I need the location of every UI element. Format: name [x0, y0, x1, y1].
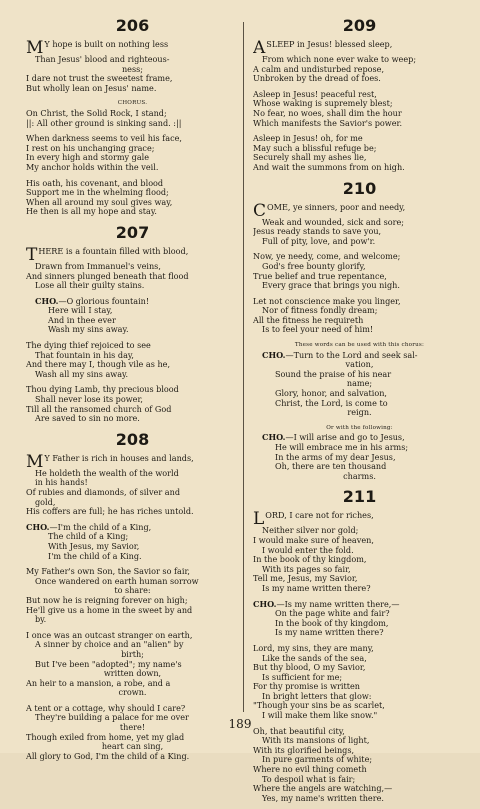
hymn-210-verse-3: Let not conscience make you linger, Nor of fitness fondly dream; All the fitness he requireth Is to feel your need of him!: [253, 296, 401, 335]
left-column: [26, 14, 239, 767]
hymn-210-chorus-2: CHO.—I will arise and go to Jesus, He will embrace me in his arms; In the arms of my dear Jesus, Oh, there are ten thousand charms.: [262, 433, 409, 481]
hymn-208-verse-2: My Father's own Son, the Savior so fair, Once wandered on earth human sorrow to share: But now he is reigning forever on high; He'll give us a home in the sweet by and by.: [26, 567, 199, 625]
hymn-number: 207: [115, 222, 150, 242]
hymn-208-verse-3: I once was an outcast stranger on earth, A sinner by choice and an "alien" by birth; But I've been "adopted"; my name's written down, An heir to a mansion, a robe, and a crown.: [26, 630, 193, 698]
column-divider: [243, 22, 244, 712]
hymn-207-verse-3: Thou dying Lamb, thy precious blood Shall never lose its power, Till all the ransomed church of God Are saved to sin no more.: [26, 385, 179, 424]
hymn-number: 206: [115, 16, 150, 35]
hymn-207-chorus: CHO.—O glorious fountain! Here will I stay, And in thee ever Wash my sins away.: [35, 296, 150, 335]
hymn-number: 208: [115, 429, 150, 449]
hymn-211-verse-1: LORD, I care not for riches, Neither silver nor gold; I would make sure of heaven, I would enter the fold. In the book of thy kingdom, With its pages so fair, Tell me, Jesus, my Savior, Is my name written there?: [253, 511, 374, 593]
hymn-number: 210: [342, 178, 377, 198]
hymn-211-verse-2: Lord, my sins, they are many, Like the sands of the sea, But thy blood, O my Savior, Is sufficient for me; For thy promise is written In bright letters that glow: "Though your sins be as scarlet, I will make them like snow.": [253, 643, 385, 721]
hymn-number: 209: [342, 16, 377, 35]
hymn-210-verse-1: COME, ye sinners, poor and needy, Weak and wounded, sick and sore; Jesus ready stands to save you, Full of pity, love, and pow'r.: [253, 202, 406, 246]
hymn-210-verse-2: Now, ye needy, come, and welcome; God's free bounty glorify, True belief and true repentance, Every grace that brings you nigh.: [253, 252, 401, 291]
hymn-206-verse-2: When darkness seems to veil his face, I rest on his unchanging grace; In every high and stormy gale My anchor holds within the veil.: [26, 134, 182, 172]
chorus-note: These words can be used with this chorus:: [294, 342, 425, 349]
hymn-206-chorus: On Christ, the Solid Rock, I stand; ||: All other ground is sinking sand. :||: [26, 108, 182, 128]
chorus-label: CHORUS.: [117, 100, 148, 107]
hymn-208-verse-1: M Y Father is rich in houses and lands, He holdeth the wealth of the world in his hands! Of rubies and diamonds, of silver and gold, His coffers are full; he has riches untold.: [26, 453, 194, 517]
page-number: 189: [228, 717, 252, 731]
chorus-note: Or with the following:: [326, 424, 393, 431]
drop-cap: L: [253, 511, 265, 527]
hymn-210-chorus-1: CHO.—Turn to the Lord and seek sal- vation, Sound the praise of his near name; Glory, honor, and salvation, Christ, the Lord, is come to reign.: [262, 350, 418, 418]
drop-cap: T: [26, 246, 38, 262]
hymn-208-chorus: CHO.—I'm the child of a King, The child of a King; With Jesus, my Savior, I'm the child of a King.: [26, 522, 152, 561]
hymn-207-verse-2: The dying thief rejoiced to see That fountain in his day, And there may I, though vile as he, Wash all my sins away.: [26, 341, 171, 379]
right-column: [253, 14, 466, 809]
drop-cap: M: [26, 453, 44, 469]
hymn-209-verse-3: Asleep in Jesus! oh, for me May such a blissful refuge be; Securely shall my ashes lie, And wait the summons from on high.: [253, 134, 405, 172]
hymn-207-verse-1: THERE is a fountain filled with blood, Drawn from Immanuel's veins, And sinners plunged beneath that flood Lose all their guilty stains.: [26, 246, 189, 291]
hymn-206-verse-3: His oath, his covenant, and blood Support me in the whelming flood; When all around my soul gives way, He then is all my hope and stay.: [26, 178, 173, 217]
hymn-209-verse-1: ASLEEP in Jesus! blessed sleep, From which none ever wake to weep; A calm and undisturbed repose, Unbroken by the dread of foes.: [253, 40, 417, 84]
hymn-206-verse-1: M Y hope is built on nothing less Than Jesus' blood and righteous- ness; I dare not trust the sweetest frame, But wholly lean on Jesus' name.: [26, 40, 173, 93]
hymn-208-verse-4: A tent or a cottage, why should I care? They're building a palace for me over there! Though exiled from home, yet my glad heart can sing, All glory to God, I'm the child of a King.: [26, 703, 190, 761]
drop-cap: A: [253, 40, 266, 55]
hymn-number: 211: [342, 487, 377, 507]
hymn-209-verse-2: Asleep in Jesus! peaceful rest, Whose waking is supremely blest; No fear, no woes, shall dim the hour Which manifests the Savior's power.: [253, 89, 403, 128]
drop-cap: C: [253, 202, 267, 218]
hymn-211-chorus: CHO.—Is my name written there,— On the page white and fair? In the book of thy kingdom, Is my name written there?: [253, 599, 400, 638]
hymn-211-verse-3: Oh, that beautiful city, With its mansions of light, With its glorified beings, In pure garments of white; Where no evil thing cometh To despoil what is fair; Where the angels are watching,— Yes, my name's written there.: [253, 726, 393, 803]
drop-cap: M: [26, 40, 44, 55]
